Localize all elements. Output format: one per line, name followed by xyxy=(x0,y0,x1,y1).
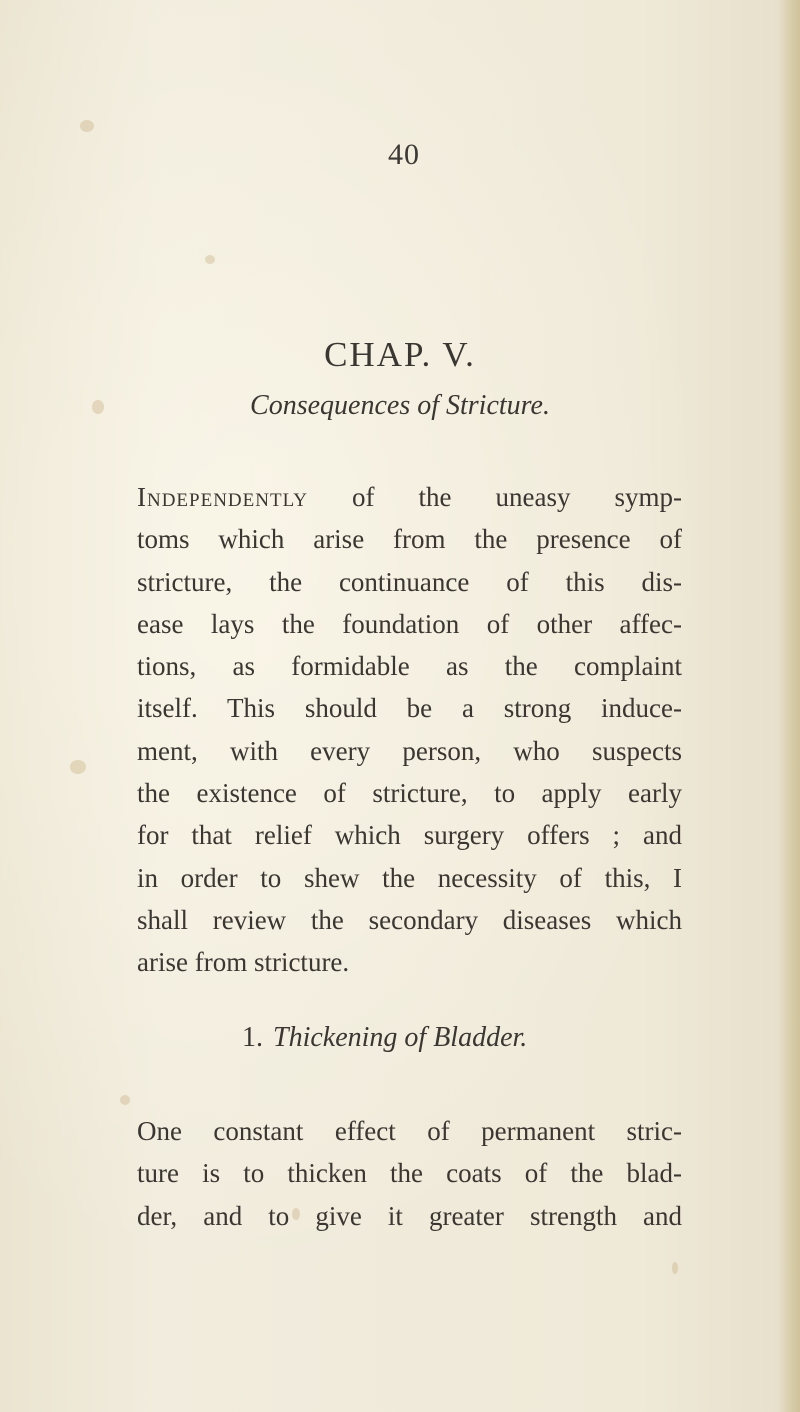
body-paragraph-2 xyxy=(137,1110,682,1237)
section-title: Thickening of Bladder. xyxy=(273,1022,528,1053)
lead-word: Independently xyxy=(137,482,309,512)
paragraph-line: ease lays the foundation of other affec- xyxy=(137,608,682,639)
page-edge xyxy=(778,0,800,1412)
foxing-spot xyxy=(80,120,94,132)
foxing-spot xyxy=(70,760,86,774)
paragraph-line: ture is to thicken the coats of the blad- xyxy=(137,1158,682,1189)
chapter-subtitle: Consequences of Stricture. xyxy=(250,390,550,421)
paragraph-line: shall review the secondary diseases which xyxy=(137,904,682,935)
line-text: of the uneasy symp- xyxy=(352,482,683,512)
paragraph-line: the existence of stricture, to apply early xyxy=(137,778,682,809)
paragraph-line: ment, with every person, who suspects xyxy=(137,735,682,766)
chapter-title: CHAP. V. xyxy=(324,335,476,374)
body-paragraph-1 xyxy=(137,476,682,984)
paragraph-line: der, and to give it greater strength and xyxy=(137,1200,682,1231)
paragraph-line: stricture, the continuance of this dis- xyxy=(137,566,682,597)
paragraph-line xyxy=(137,476,682,518)
paragraph-line: toms which arise from the presence of xyxy=(137,524,682,555)
paragraph-line: tions, as formidable as the complaint xyxy=(137,651,682,682)
foxing-spot xyxy=(120,1095,130,1105)
paragraph-line: in order to shew the necessity of this, I xyxy=(137,862,682,893)
foxing-spot xyxy=(672,1262,678,1274)
section-number: 1. xyxy=(242,1022,263,1053)
paragraph-line: for that relief which surgery offers ; and xyxy=(137,820,682,851)
foxing-spot xyxy=(205,255,215,264)
page-number: 40 xyxy=(388,138,420,171)
section-heading xyxy=(242,1022,527,1054)
paragraph-line: One constant effect of permanent stric- xyxy=(137,1116,682,1146)
paragraph-line: arise from stricture. xyxy=(137,947,350,978)
paragraph-line: itself. This should be a strong induce- xyxy=(137,693,682,724)
